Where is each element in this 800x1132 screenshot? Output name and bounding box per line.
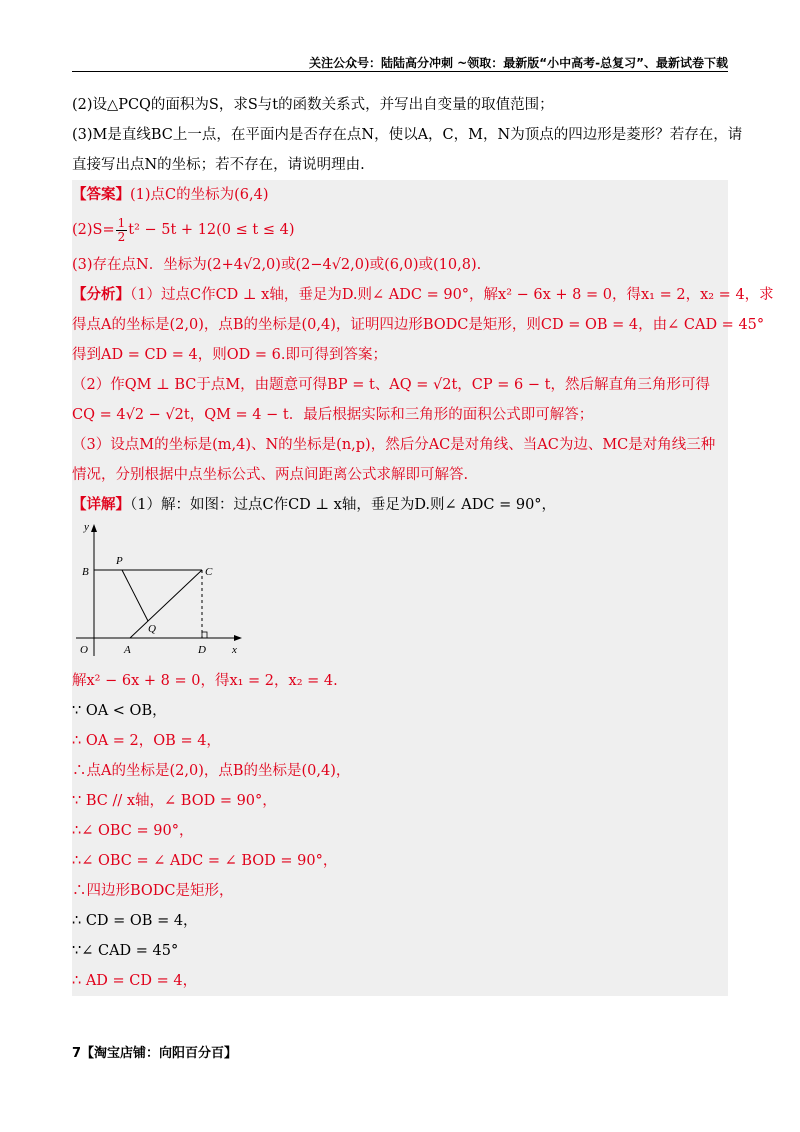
label-d: D (198, 644, 206, 656)
question-part-3-line-2: 直接写出点N的坐标；若不存在，请说明理由. (72, 157, 365, 173)
analysis-tag: 【分析】 (72, 286, 130, 303)
label-o: O (80, 644, 88, 656)
label-x: x (232, 644, 237, 656)
answer-1: (1)点C的坐标为(6,4) (130, 187, 269, 203)
segment-ac (130, 570, 202, 638)
detail-line-11: ∴ AD = CD = 4， (72, 973, 198, 989)
answer-line-1 (72, 180, 728, 210)
analysis-text-1: （1）过点C作CD ⊥ x轴，垂足为D.则∠ ADC = 90°，解x² − 6x + 8 = 0，得x₁ = 2，x₂ = 4，求 (130, 287, 774, 303)
detail-line-4: ∴点A的坐标是(2,0)，点B的坐标是(0,4)， (72, 763, 351, 779)
detail-line-1: 解x² − 6x + 8 = 0，得x₁ = 2，x₂ = 4. (72, 673, 338, 689)
detail-line-6: ∴∠ OBC = 90°， (72, 823, 194, 839)
x-axis-arrow (234, 635, 242, 641)
detail-line-5: ∵ BC // x轴，∠ BOD = 90°， (72, 793, 277, 809)
analysis-line-6: （3）设点M的坐标是(m,4)、N的坐标是(n,p)，然后分AC是对角线、当AC为边、MC是对角线三种 (72, 437, 716, 453)
detail-line-9: ∴ CD = OB = 4， (72, 913, 198, 929)
right-angle-mark (202, 632, 207, 638)
label-b: B (82, 566, 89, 578)
header-divider (72, 71, 728, 72)
analysis-line-5: CQ = 4√2 − √2t，QM = 4 − t．最后根据实际和三角形的面积公式即可解答； (72, 407, 594, 423)
y-axis-arrow (91, 524, 97, 532)
label-a: A (124, 644, 131, 656)
answer-2-prefix: (2)S= (72, 222, 115, 238)
label-p: P (116, 555, 123, 567)
geometry-figure (72, 520, 728, 666)
detail-line-2: ∵ OA < OB， (72, 703, 167, 719)
analysis-line-1 (72, 280, 774, 310)
analysis-line-7: 情况，分别根据中点坐标公式、两点间距离公式求解即可解答. (72, 467, 469, 483)
segment-pq (122, 570, 148, 621)
analysis-line-3: 得到AD = CD = 4，则OD = 6.即可得到答案； (72, 347, 387, 363)
detail-text-0: （1）解：如图：过点C作CD ⊥ x轴，垂足为D.则∠ ADC = 90°， (130, 497, 557, 513)
detail-line-8: ∴四边形BODC是矩形， (72, 883, 234, 899)
document-body (72, 90, 774, 996)
answer-2-fraction (116, 217, 128, 244)
detail-tag: 【详解】 (72, 496, 130, 513)
answer-tag: 【答案】 (72, 186, 130, 203)
coordinate-diagram (72, 520, 312, 666)
detail-line-3: ∴ OA = 2，OB = 4， (72, 733, 221, 749)
label-c: C (205, 566, 213, 578)
fraction-denominator: 2 (117, 229, 126, 244)
answer-2-suffix: t² − 5t + 12(0 ≤ t ≤ 4) (128, 222, 295, 238)
answer-line-3: (3)存在点N．坐标为(2+4√2,0)或(2−4√2,0)或(6,0)或(10,8). (72, 257, 482, 273)
solution-block (72, 180, 774, 996)
detail-line-0 (72, 490, 728, 520)
question-part-3-line-1: (3)M是直线BC上一点，在平面内是否存在点N，使以A，C，M，N为顶点的四边形是菱形？若存在，请 (72, 127, 743, 143)
detail-line-7: ∴∠ OBC = ∠ ADC = ∠ BOD = 90°， (72, 853, 338, 869)
analysis-line-2: 得点A的坐标是(2,0)，点B的坐标是(0,4)，证明四边形BODC是矩形，则CD = OB = 4，由∠ CAD = 45° (72, 317, 765, 333)
detail-line-10: ∵∠ CAD = 45° (72, 943, 179, 959)
analysis-line-4: （2）作QM ⊥ BC于点M，由题意可得BP = t、AQ = √2t，CP = 6 − t，然后解直角三角形可得 (72, 377, 710, 393)
answer-line-2 (72, 210, 728, 250)
page-footer: 7【淘宝店铺：向阳百分百】 (72, 1046, 238, 1061)
label-q: Q (148, 623, 156, 635)
label-y: y (84, 521, 89, 533)
question-part-2: (2)设△PCQ的面积为S，求S与t的函数关系式，并写出自变量的取值范围； (72, 97, 554, 113)
fraction-numerator: 1 (117, 215, 126, 230)
page-header: 关注公众号：陆陆高分冲刺 ~领取：最新版“小中高考-总复习”、最新试卷下载 (309, 56, 728, 70)
